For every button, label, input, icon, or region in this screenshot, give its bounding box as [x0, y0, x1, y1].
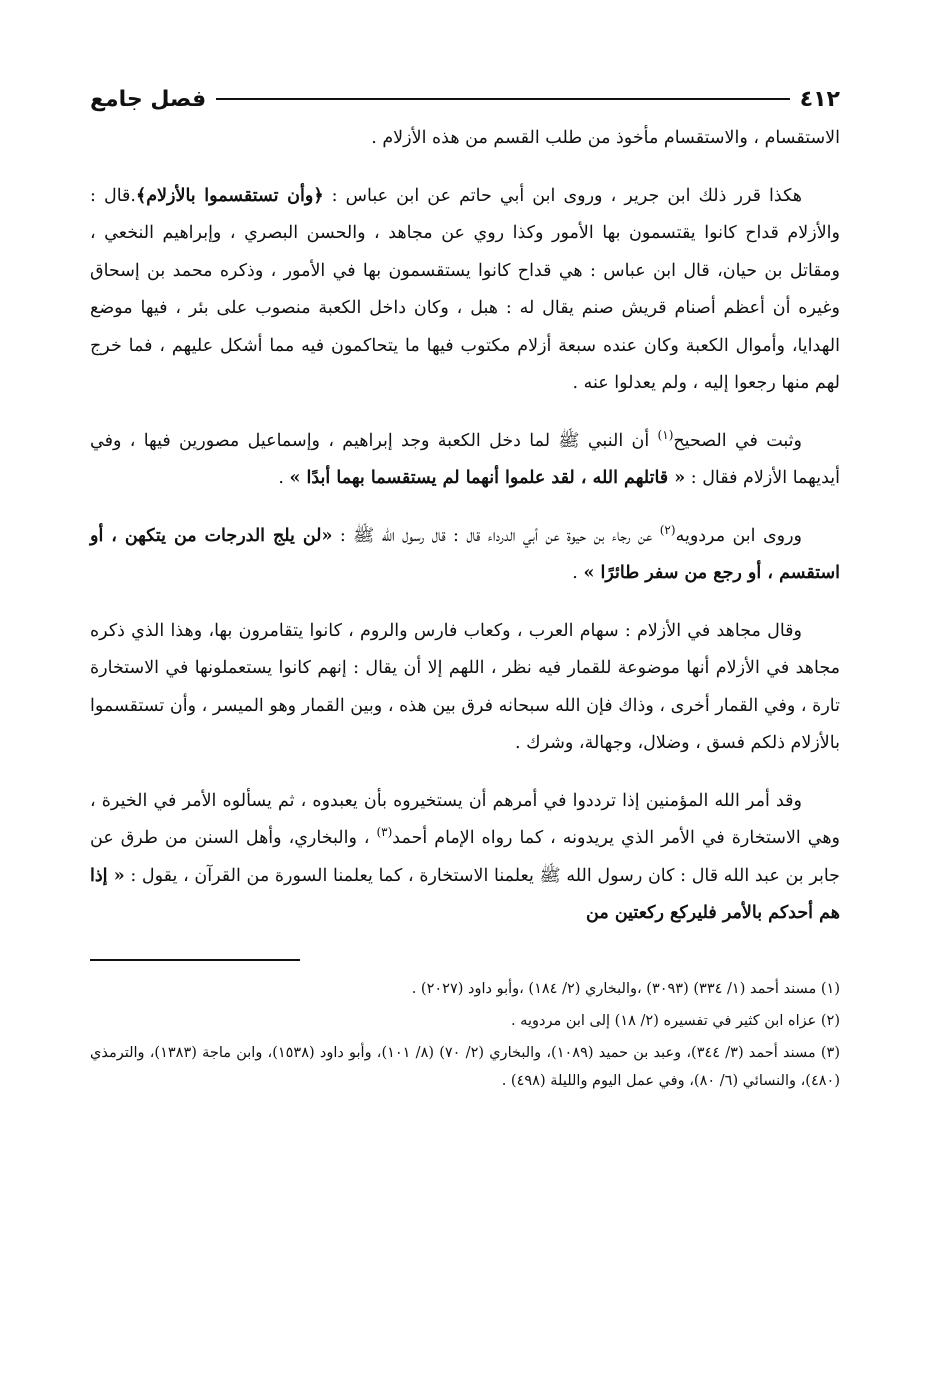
paragraph-gap: [90, 593, 840, 613]
footnote-marker: (٣): [376, 825, 393, 840]
paragraph: [90, 178, 840, 403]
text-run: .: [278, 468, 290, 488]
text-run: وروى ابن مردويه: [675, 525, 802, 546]
footnote-marker: (١): [657, 427, 674, 442]
text-run: الاستقسام ، والاستقسام مأخوذ من طلب القسم من هذه الأزلام .: [371, 128, 840, 148]
paragraph-gap: [90, 158, 840, 178]
footnote-marker: (٢): [659, 522, 676, 537]
text-run: وقال مجاهد في الأزلام : سهام العرب ، وكعاب فارس والروم ، كانوا يتقامرون بها، وهذا الذي ذكره مجاهد في الأزلام أنها موضوعة للقمار فيه نظر ، اللهم إلا أن يقال : إنهم كانوا يستعملونها في الاستخارة تارة ، وفي القمار أخرى ، وذاك فإن الله سبحانه فرق بين هذه ، وبين القمار وهو الميسر ، وأن تستقسموا بالأزلام ذلكم فسق ، وضلال، وجهالة، وشرك .: [90, 620, 840, 753]
text-run: .: [572, 563, 584, 583]
paragraph: [90, 423, 840, 498]
paragraph: [90, 518, 840, 593]
quran-quote: ﴿وأن تستقسموا بالأزلام﴾: [135, 185, 324, 206]
text-run: عن رجاء بن حيوة عن أبي الدرداء قال : قال رسول الله ﷺ :: [332, 525, 660, 546]
text-run: وقد أمر الله المؤمنين إذا ترددوا في أمرهم أن يستخيروه بأن يعبدوه ، ثم يسألوه الأمر في الخيرة ، وهي الاستخارة في الأمر الذي يريدونه ، كما رواه الإمام أحمد: [90, 790, 840, 848]
body-text: [90, 120, 840, 933]
text-run: .قال : والأزلام قداح كانوا يقتسمون بها الأمور وكذا روي عن مجاهد ، والحسن البصري ، وإبراهيم النخعي ، ومقاتل بن حيان، قال ابن عباس : هي قداح كانوا يستقسمون بها في الأمور ، وذكره محمد بن إسحاق وغيره أن أعظم أصنام قريش صنم يقال له : هبل ، وكان داخل الكعبة منصوب على بئر ، فيها موضع الهدايا، وأموال الكعبة وكان عنده سبعة أزلام مكتوب فيها ما يتحاكمون فيه مما أشكل عليهم ، فما خرج لهم منها رجعوا إليه ، ولم يعدلوا عنه .: [90, 185, 840, 393]
hadith-quote: «لن يلج الدرجات من يتكهن ، أو استقسم ، أو رجع من سفر طائرًا »: [90, 525, 840, 583]
header-rule: [216, 98, 790, 100]
footnote: (٢) عزاه ابن كثير في تفسيره (٢/ ١٨) إلى ابن مردويه .: [510, 1012, 840, 1029]
hadith-quote: « قاتلهم الله ، لقد علموا أنهما لم يستقسما بهما أبدًا »: [289, 468, 686, 488]
running-header: [90, 82, 840, 116]
footnotes: [90, 975, 840, 1095]
hadith-quote: « إذا هم أحدكم بالأمر فليركع ركعتين من: [90, 865, 840, 923]
footnote-rule-holder: [90, 933, 840, 975]
footnote: (١) مسند أحمد (١/ ٣٣٤) (٣٠٩٣) ،والبخاري (٢/ ١٨٤) ،وأبو داود (٢٠٢٧) .: [411, 980, 840, 997]
text-run: ، والبخاري، وأهل السنن من طرق عن جابر بن عبد الله قال : كان رسول الله ﷺ يعلمنا الاستخارة ، كما يعلمنا السورة من القرآن ، يقول :: [90, 828, 840, 886]
footnote: (٣) مسند أحمد (٣/ ٣٤٤)، وعبد بن حميد (١٠٨٩)، والبخاري (٢/ ٧٠) (٨/ ١٠١)، وأبو داود (١٥٣٨)، وابن ماجة (١٣٨٣)، والترمذي (٤٨٠)، والنسائي (٦/ ٨٠)، وفي عمل اليوم والليلة (٤٩٨) .: [90, 1044, 840, 1089]
paragraph-gap: [90, 498, 840, 518]
paragraph-gap: [90, 403, 840, 423]
paragraph: [90, 783, 840, 933]
text-run: هكذا قرر ذلك ابن جرير ، وروى ابن أبي حاتم عن ابن عباس :: [323, 185, 803, 206]
paragraph: [90, 120, 840, 158]
text-run: وثبت في الصحيح: [673, 430, 802, 451]
paragraph: [90, 613, 840, 763]
text-run: أن النبي ﷺ لما دخل الكعبة وجد إبراهيم ، وإسماعيل مصورين فيها ، وفي أيديهما الأزلام فقال :: [90, 430, 840, 488]
footnote-rule: [90, 959, 300, 961]
paragraph-gap: [90, 763, 840, 783]
chapter-title: فصل جامع: [90, 86, 207, 112]
page-number: ٤١٢: [799, 86, 840, 112]
